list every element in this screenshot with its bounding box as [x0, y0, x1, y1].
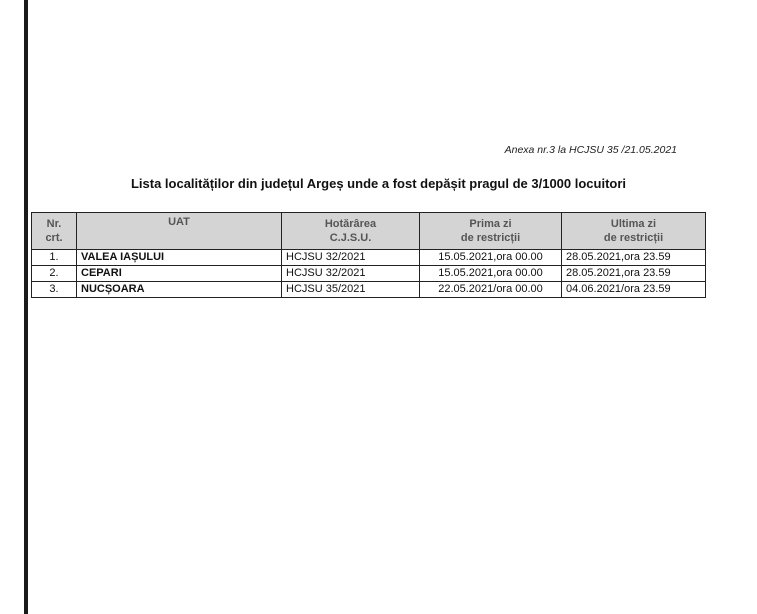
page-edge-border [24, 0, 28, 614]
cell-prima-zi: 22.05.2021/ora 00.00 [420, 282, 562, 298]
cell-nr: 3. [32, 282, 77, 298]
header-hotararea-line2: C.J.S.U. [329, 232, 372, 244]
cell-ultima-zi: 28.05.2021,ora 23.59 [562, 250, 706, 266]
header-prima-line1: Prima zi [469, 218, 512, 230]
header-hotararea [282, 213, 420, 250]
document-title: Lista localităților din județul Argeș unde a fost depășit pragul de 3/1000 locuitori [130, 176, 627, 191]
header-uat-label: UAT [168, 216, 190, 228]
localities-table [31, 212, 706, 298]
cell-uat: VALEA IAȘULUI [77, 250, 282, 266]
cell-ultima-zi: 28.05.2021,ora 23.59 [562, 266, 706, 282]
header-ultima-line2: de restricții [603, 232, 664, 244]
annex-reference: Anexa nr.3 la HCJSU 35 /21.05.2021 [504, 144, 677, 156]
cell-hotararea: HCJSU 32/2021 [282, 266, 420, 282]
header-prima-line2: de restricții [460, 232, 521, 244]
cell-prima-zi: 15.05.2021,ora 00.00 [420, 250, 562, 266]
cell-uat: CEPARI [77, 266, 282, 282]
header-ultima-line1: Ultima zi [610, 218, 657, 230]
header-nr [32, 213, 77, 250]
cell-hotararea: HCJSU 32/2021 [282, 250, 420, 266]
header-prima-zi [420, 213, 562, 250]
table-row [32, 250, 706, 266]
table-header-row [32, 213, 706, 250]
cell-nr: 2. [32, 266, 77, 282]
header-nr-line1: Nr. [46, 218, 62, 230]
header-nr-line2: crt. [45, 232, 63, 244]
table-row [32, 266, 706, 282]
cell-uat: NUCȘOARA [77, 282, 282, 298]
cell-prima-zi: 15.05.2021,ora 00.00 [420, 266, 562, 282]
table-row [32, 282, 706, 298]
header-uat [77, 213, 282, 250]
cell-ultima-zi: 04.06.2021/ora 23.59 [562, 282, 706, 298]
cell-nr: 1. [32, 250, 77, 266]
header-ultima-zi [562, 213, 706, 250]
cell-hotararea: HCJSU 35/2021 [282, 282, 420, 298]
header-hotararea-line1: Hotărârea [324, 218, 377, 230]
